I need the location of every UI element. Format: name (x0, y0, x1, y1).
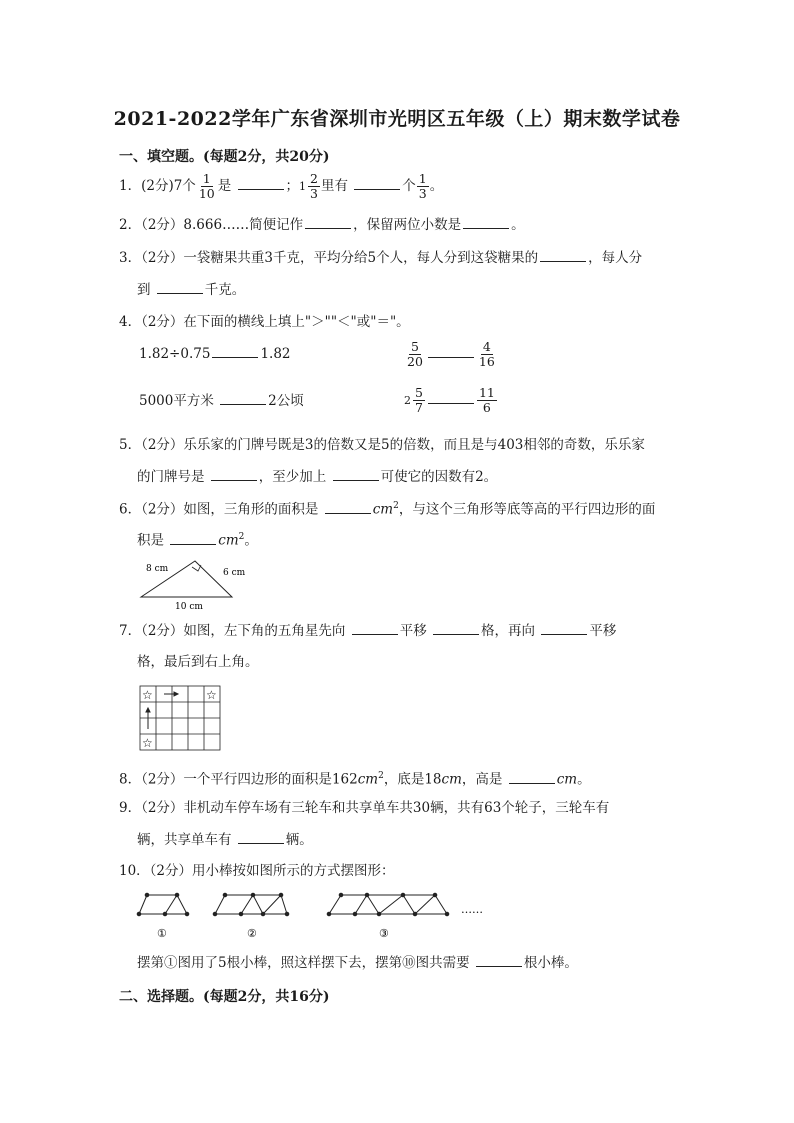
label-left-side: 8 cm (146, 564, 169, 574)
star-icon: ☆ (142, 736, 153, 750)
answer-blank[interactable] (238, 830, 284, 844)
compare-d: 2 $\frac{5}{7}$ $\frac{11}{6}$ (404, 385, 495, 415)
answer-blank[interactable] (170, 531, 216, 545)
question-1: 1．(2分)7个 $\frac{1}{10}$ 是 ； 1 $\frac{2}{3}$ 里有 个 $\frac{1}{3}$ 。 (119, 171, 444, 201)
answer-blank[interactable] (433, 621, 479, 635)
answer-blank[interactable] (463, 215, 509, 229)
answer-blank[interactable] (305, 215, 351, 229)
page-title: 2021-2022学年广东省深圳市光明区五年级（上）期末数学试卷 (113, 108, 681, 130)
question-10: 10．（2分）用小棒按如图所示的方式摆图形： (119, 863, 395, 879)
section-1-heading: 一、填空题。(每题2分，共20分) (119, 149, 330, 165)
answer-blank[interactable] (354, 176, 400, 190)
answer-blank[interactable] (476, 953, 522, 967)
triangle-figure (130, 555, 260, 615)
grid-figure (138, 684, 222, 752)
question-6: 6．（2分）如图，三角形的面积是 $cm^2$，与这个三角形等底等高的平行四边形的面 (119, 501, 656, 518)
question-2: 2．（2分）8.666……简便记作 ，保留两位小数是 。 (119, 217, 525, 233)
answer-blank[interactable] (212, 344, 258, 358)
compare-b: $\frac{5}{20}$ $\frac{4}{16}$ (407, 339, 495, 369)
answer-blank[interactable] (157, 280, 203, 294)
answer-blank[interactable] (352, 621, 398, 635)
compare-a: 1.82÷0.75 1.82 (139, 346, 291, 362)
fraction-1-10: $\frac{1}{10}$ (198, 171, 215, 201)
question-5-line-2: 的门牌号是 ，至少加上 可使它的因数有2。 (137, 469, 498, 485)
figure-label-3: ③ (379, 927, 389, 940)
arrow-up-icon (146, 708, 150, 729)
answer-blank[interactable] (509, 770, 555, 784)
sticks-figure (135, 885, 495, 945)
star-icon: ☆ (142, 688, 153, 702)
ellipsis: …… (461, 903, 483, 916)
question-8: 8．（2分）一个平行四边形的面积是$162cm^2$，底是18cm，高是 cm。 (119, 771, 591, 788)
answer-blank[interactable] (211, 467, 257, 481)
figure-label-2: ② (247, 927, 257, 940)
answer-blank[interactable] (238, 176, 284, 190)
answer-blank[interactable] (428, 344, 474, 358)
mixed-number: 1 $\frac{2}{3}$ (299, 171, 318, 201)
compare-c: 5000平方米 2公顷 (139, 393, 304, 409)
label-base: 10 cm (175, 602, 203, 612)
fraction-1-3: $\frac{1}{3}$ (418, 171, 427, 201)
section-2-heading: 二、选择题。(每题2分，共16分) (119, 989, 330, 1005)
question-3: 3．（2分）一袋糖果共重3千克，平均分给5个人，每人分到这袋糖果的 ，每人分 (119, 250, 643, 266)
answer-blank[interactable] (541, 621, 587, 635)
question-10-line-2: 摆第①图用了5根小棒，照这样摆下去，摆第⑩图共需要 根小棒。 (137, 955, 578, 971)
question-7-line-2: 格，最后到右上角。 (137, 654, 259, 670)
sticks-pattern-3 (327, 893, 449, 916)
answer-blank[interactable] (325, 500, 371, 514)
answer-blank[interactable] (220, 391, 266, 405)
question-6-line-2: 积是 $cm^2$。 (137, 532, 258, 549)
question-9-line-2: 辆，共享单车有 辆。 (137, 832, 313, 848)
answer-blank[interactable] (540, 248, 586, 262)
question-4: 4．（2分）在下面的横线上填上"＞""＜"或"＝"。 (119, 314, 410, 330)
question-3-line-2: 到 千克。 (137, 282, 246, 298)
question-9: 9．（2分）非机动车停车场有三轮车和共享单车共30辆，共有63个轮子，三轮车有 (119, 800, 610, 816)
answer-blank[interactable] (333, 467, 379, 481)
sticks-pattern-1 (137, 893, 189, 916)
star-icon: ☆ (206, 688, 217, 702)
question-5: 5．（2分）乐乐家的门牌号既是3的倍数又是5的倍数，而且是与403相邻的奇数，乐乐家 (119, 437, 645, 453)
question-7: 7．（2分）如图，左下角的五角星先向 平移 格，再向 平移 (119, 623, 617, 639)
figure-label-1: ① (157, 927, 167, 940)
label-right-side: 6 cm (223, 568, 246, 578)
answer-blank[interactable] (428, 390, 474, 404)
sticks-pattern-2 (213, 893, 289, 916)
arrow-right-icon (164, 692, 178, 696)
